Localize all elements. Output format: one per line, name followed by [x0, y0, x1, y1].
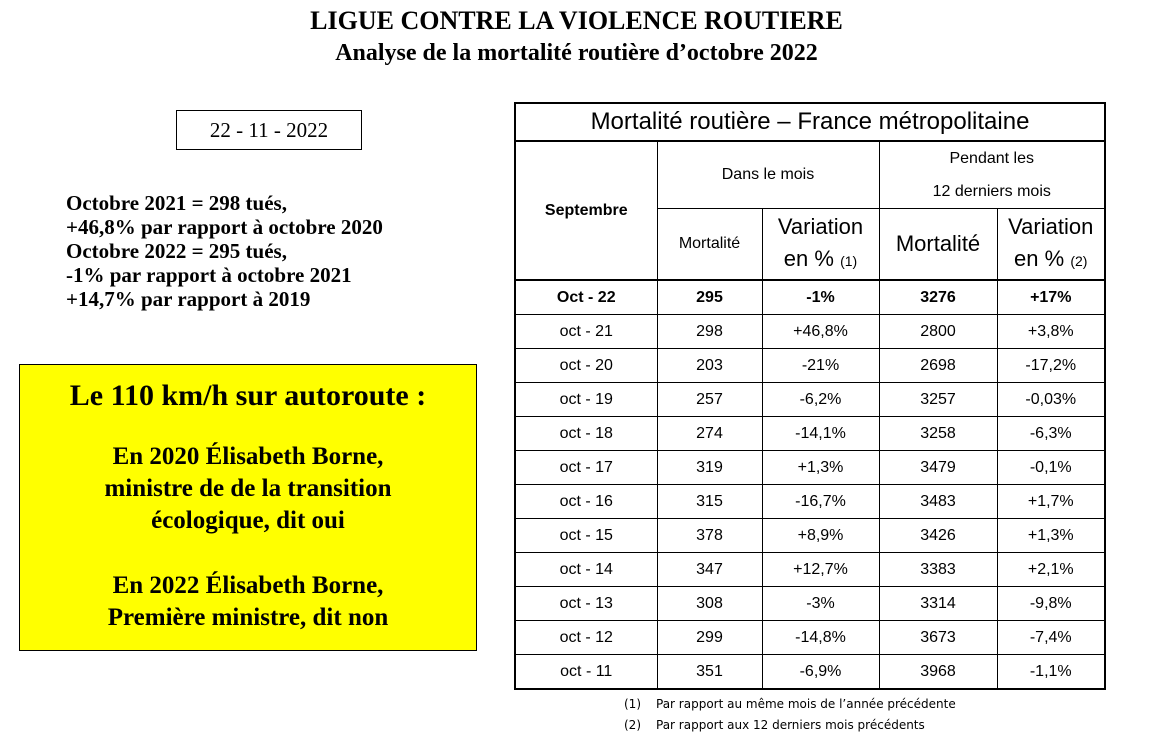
col-header-variation-12m [997, 209, 1105, 281]
table-cell: -17,2% [997, 349, 1105, 383]
col-header-line: Variation [777, 214, 864, 239]
table-cell: Oct - 22 [515, 280, 657, 315]
col-header-line: en % [1014, 246, 1065, 271]
org-title: LIGUE CONTRE LA VIOLENCE ROUTIERE [310, 6, 843, 35]
table-cell: +17% [997, 280, 1105, 315]
callout-paragraph-2020 [20, 441, 476, 537]
summary-line: +46,8% par rapport à octobre 2020 [66, 215, 383, 239]
summary-line: Octobre 2022 = 295 tués, [66, 239, 287, 263]
summary-line: Octobre 2021 = 298 tués, [66, 191, 287, 215]
table-cell: oct - 14 [515, 553, 657, 587]
group-header-month: Dans le mois [657, 141, 879, 209]
table-row [515, 655, 1105, 690]
col-header-line: Variation [1008, 214, 1094, 239]
footnote: (2) Par rapport aux 12 derniers mois précédents [624, 718, 925, 732]
table-cell: 3426 [879, 519, 997, 553]
table-cell: -0,1% [997, 451, 1105, 485]
table-cell: 347 [657, 553, 762, 587]
group-header-12-months [879, 141, 1105, 209]
table-caption: Mortalité routière – France métropolitaine [515, 103, 1105, 141]
table-cell: oct - 12 [515, 621, 657, 655]
table-cell: 3314 [879, 587, 997, 621]
table-row [515, 349, 1105, 383]
table-row [515, 553, 1105, 587]
date-box: 22 - 11 - 2022 [176, 110, 362, 150]
highway-speed-callout [19, 364, 477, 651]
callout-line: ministre de de la transition [104, 475, 392, 502]
table-cell: 2698 [879, 349, 997, 383]
summary-text [66, 191, 383, 311]
note-ref: (1) [840, 253, 858, 269]
table-cell: 3479 [879, 451, 997, 485]
table-cell: 315 [657, 485, 762, 519]
table-cell: 3276 [879, 280, 997, 315]
col-header-mortalite-12m: Mortalité [879, 209, 997, 281]
table-cell: oct - 21 [515, 315, 657, 349]
table-cell: -3% [762, 587, 879, 621]
table-cell: oct - 17 [515, 451, 657, 485]
group-header-line: 12 derniers mois [932, 183, 1051, 200]
mortality-table [514, 102, 1106, 690]
table-row [515, 280, 1105, 315]
table-cell: oct - 13 [515, 587, 657, 621]
table-cell: 203 [657, 349, 762, 383]
table-row [515, 417, 1105, 451]
table-cell: 2800 [879, 315, 997, 349]
note-ref: (2) [1070, 253, 1088, 269]
col-header-line: en % [783, 246, 834, 271]
table-cell: 3483 [879, 485, 997, 519]
table-cell: 378 [657, 519, 762, 553]
callout-title: Le 110 km/h sur autoroute : [69, 379, 427, 412]
table-cell: 351 [657, 655, 762, 690]
table-cell: +1,3% [762, 451, 879, 485]
table-cell: oct - 18 [515, 417, 657, 451]
table-cell: 308 [657, 587, 762, 621]
table-cell: -21% [762, 349, 879, 383]
table-row [515, 587, 1105, 621]
table-cell: oct - 20 [515, 349, 657, 383]
table-row [515, 485, 1105, 519]
table-cell: +2,1% [997, 553, 1105, 587]
col-header-variation-month [762, 209, 879, 281]
table-row [515, 451, 1105, 485]
table-cell: -7,4% [997, 621, 1105, 655]
footnotes [624, 694, 956, 736]
table-cell: 3383 [879, 553, 997, 587]
callout-paragraph-2022 [20, 570, 476, 634]
table-cell: 319 [657, 451, 762, 485]
table-row [515, 621, 1105, 655]
table-cell: oct - 19 [515, 383, 657, 417]
table-cell: -6,3% [997, 417, 1105, 451]
table-row [515, 519, 1105, 553]
table-cell: +1,7% [997, 485, 1105, 519]
table-row [515, 315, 1105, 349]
table-cell: -1% [762, 280, 879, 315]
table-cell: +1,3% [997, 519, 1105, 553]
table-cell: -14,1% [762, 417, 879, 451]
table-row [515, 383, 1105, 417]
table-cell: 3968 [879, 655, 997, 690]
table-cell: oct - 15 [515, 519, 657, 553]
table-cell: +3,8% [997, 315, 1105, 349]
table-cell: -9,8% [997, 587, 1105, 621]
footnote: (1) Par rapport au même mois de l’année précédente [624, 697, 956, 711]
summary-line: -1% par rapport à octobre 2021 [66, 263, 352, 287]
table-cell: -1,1% [997, 655, 1105, 690]
table-cell: 3258 [879, 417, 997, 451]
summary-line: +14,7% par rapport à 2019 [66, 287, 311, 311]
table-cell: +46,8% [762, 315, 879, 349]
callout-line: En 2020 Élisabeth Borne, [112, 443, 384, 470]
table-cell: +8,9% [762, 519, 879, 553]
month-header: Septembre [515, 141, 657, 280]
callout-line: Première ministre, dit non [107, 604, 389, 631]
table-cell: 295 [657, 280, 762, 315]
table-cell: -16,7% [762, 485, 879, 519]
table-cell: -6,2% [762, 383, 879, 417]
table-cell: 257 [657, 383, 762, 417]
table-cell: -14,8% [762, 621, 879, 655]
document-subtitle: Analyse de la mortalité routière d’octobre 2022 [335, 40, 818, 66]
table-cell: 299 [657, 621, 762, 655]
table-cell: 3673 [879, 621, 997, 655]
callout-line: écologique, dit oui [151, 507, 345, 534]
callout-line: En 2022 Élisabeth Borne, [112, 572, 384, 599]
table-cell: oct - 16 [515, 485, 657, 519]
table-cell: +12,7% [762, 553, 879, 587]
table-cell: 3257 [879, 383, 997, 417]
table-cell: 274 [657, 417, 762, 451]
group-header-line: Pendant les [949, 150, 1034, 167]
table-cell: -0,03% [997, 383, 1105, 417]
col-header-mortalite-month: Mortalité [657, 209, 762, 281]
table-cell: -6,9% [762, 655, 879, 690]
table-cell: 298 [657, 315, 762, 349]
table-cell: oct - 11 [515, 655, 657, 690]
